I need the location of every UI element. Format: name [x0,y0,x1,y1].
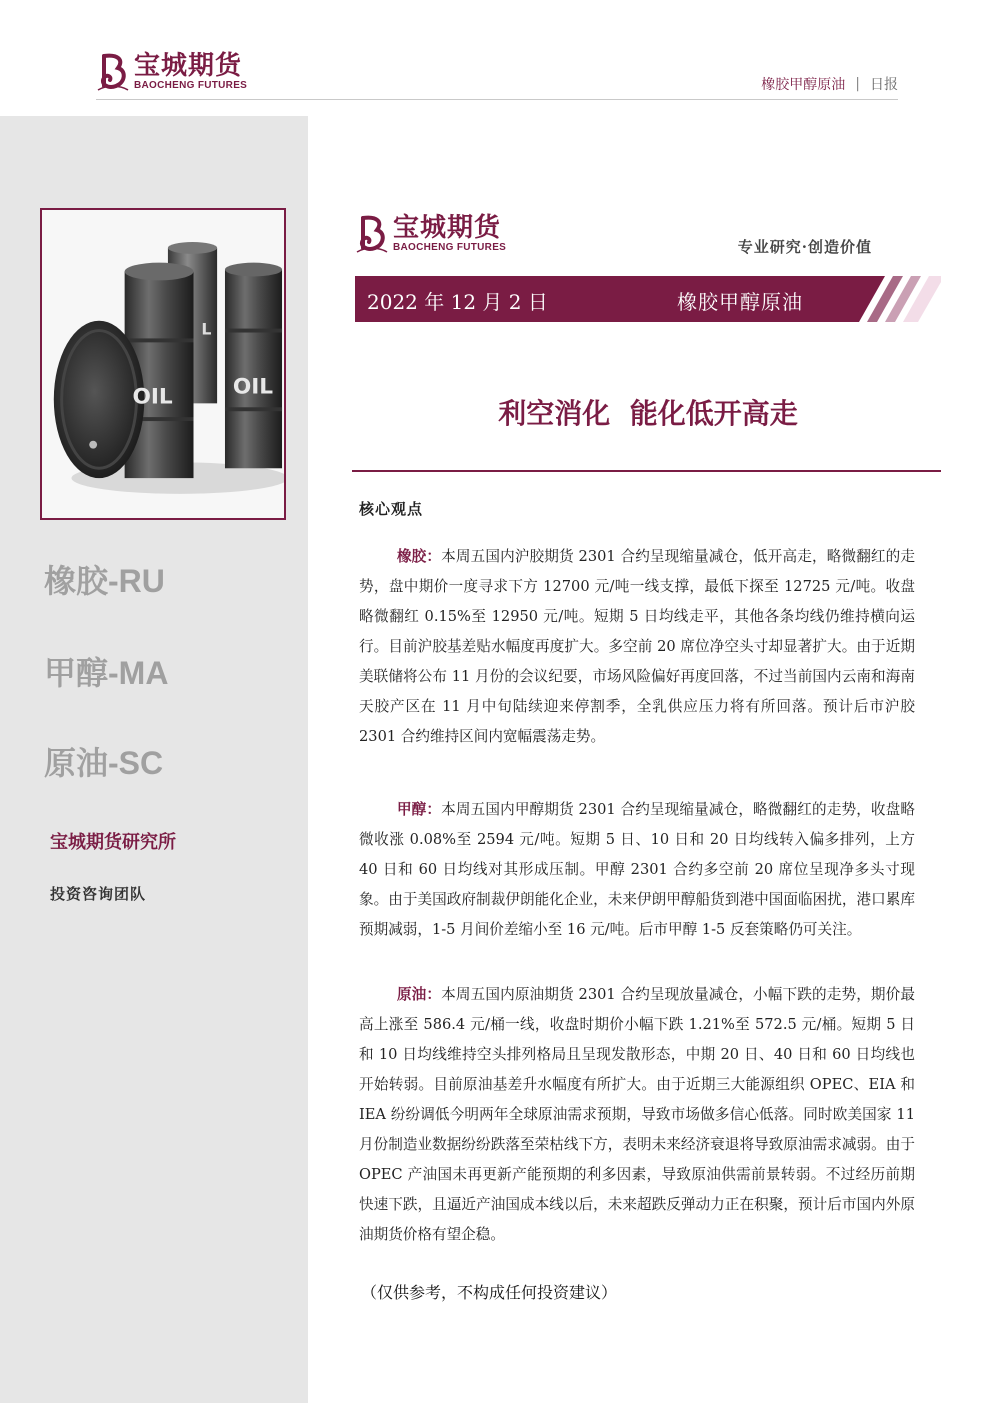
header-separator: | [855,76,860,92]
barrel-label-1: OIL [132,384,173,410]
header-divider [96,99,898,100]
crude-oil-paragraph [359,980,915,1250]
logo-mark-icon [355,214,389,254]
slogan: 专业研究·创造价值 [737,238,872,256]
rubber-paragraph [359,542,915,752]
report-title: 利空消化 能化低开高走 [498,397,798,430]
main-logo [355,214,506,254]
barrel-label-3: L [201,319,212,339]
institute-name: 宝城期货研究所 [50,832,176,853]
rubber-text: 本周五国内沪胶期货 2301 合约呈现缩量减仓，低开高走，略微翻红的走势，盘中期价一度寻求下方 12700 元/吨一线支撑，最低下探至 12725 元/吨。收盘略微翻红 0.15%至 12950 元/吨。短期 5 日均线走平，其他各条均线仍维持横向运行。目前沪胶基差贴水幅度再度扩大。多空前 20 席位净空头寸却显著扩大。由于近期美联储将公布 11 月份的会议纪要，市场风险偏好再度回落，不过当前国内云南和海南天胶产区在 11 月中旬陆续迎来停割季，全乳供应压力将有所回落。预计后市沪胶 2301 合约维持区间内宽幅震荡走势。 [359,548,915,745]
sidebar [0,116,308,1403]
date-topic-banner [355,276,941,322]
main-logo-cn: 宝城期货 [393,213,502,243]
banner-date: 2022 年 12 月 2 日 [367,290,548,314]
barrel-label-2: OIL [232,374,274,400]
header-report-type: 日报 [870,77,898,93]
team-name: 投资咨询团队 [50,885,147,903]
header-category: 橡胶甲醇原油 [761,77,846,93]
title-divider [352,470,941,472]
methanol-paragraph [359,795,915,945]
page-header [0,0,992,116]
category-methanol: 甲醇-MA [44,655,169,691]
methanol-lead: 甲醇： [396,801,442,818]
main-logo-en: BAOCHENG FUTURES [393,242,507,253]
rubber-lead: 橡胶： [396,548,442,565]
methanol-text: 本周五国内甲醇期货 2301 合约呈现缩量减仓，略微翻红的走势，收盘略微收涨 0.08%至 2594 元/吨。短期 5 日、10 日和 20 日均线转入偏多排列，上方 40 日和 60 日均线对其形成压制。甲醇 2301 合约多空前 20 席位呈现净多头寸现象。由于美国政府制裁伊朗能化企业，未来伊朗甲醇船货到港中国面临困扰，港口累库预期减弱，1-5 月间价差缩小至 16 元/吨。后市甲醇 1-5 反套策略仍可关注。 [359,801,915,938]
crude-oil-text: 本周五国内原油期货 2301 合约呈现放量减仓，小幅下跌的走势，期价最高上涨至 586.4 元/桶一线，收盘时期价小幅下跌 1.21%至 572.5 元/桶。短期 5 日和 10 日均线维持空头排列格局且呈现发散形态，中期 20 日、40 日和 60 日均线也开始转弱。目前原油基差升水幅度有所扩大。由于近期三大能源组织 OPEC、EIA 和 IEA 纷纷调低今明两年全球原油需求预期，导致市场做多信心低落。同时欧美国家 11 月份制造业数据纷纷跌落至荣枯线下方，表明未来经济衰退将导致原油需求减弱。由于 OPEC 产油国未再更新产能预期的利多因素，导致原油供需前景转弱。不过经历前期快速下跌，且逼近产油国成本线以后，未来超跌反弹动力正在积聚，预计后市国内外原油期货价格有望企稳。 [359,986,915,1243]
logo-mark-icon [96,52,130,92]
category-crude-oil: 原油-SC [44,745,164,781]
disclaimer: （仅供参考，不构成任何投资建议） [361,1283,618,1302]
header-logo [96,52,247,92]
core-heading: 核心观点 [359,500,424,518]
oil-barrels-image [40,208,286,520]
header-logo-cn: 宝城期货 [134,51,243,81]
header-category-area [761,74,898,94]
category-rubber: 橡胶-RU [44,563,165,599]
header-logo-en: BAOCHENG FUTURES [134,80,248,91]
banner-topic: 橡胶甲醇原油 [677,290,803,314]
crude-oil-lead: 原油： [396,986,442,1003]
